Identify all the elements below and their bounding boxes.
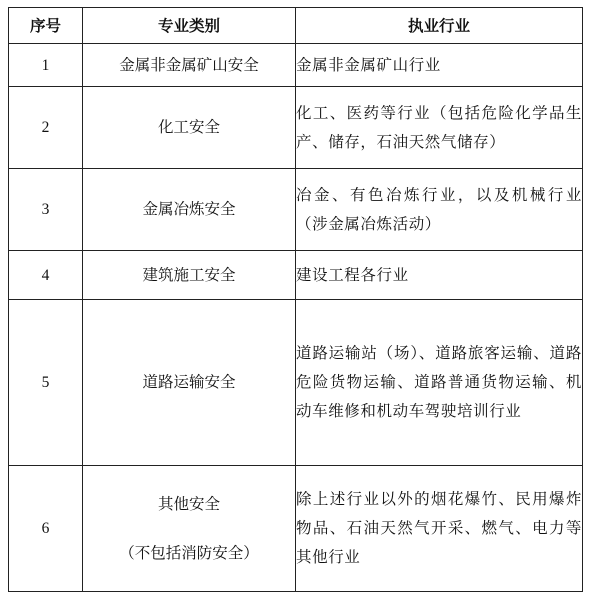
row-industry: 化工、医药等行业（包括危险化学品生产、储存，石油天然气储存） xyxy=(296,87,583,169)
safety-category-table xyxy=(8,7,583,592)
row-category: 道路运输安全 xyxy=(83,300,296,466)
header-serial-number: 序号 xyxy=(9,8,83,44)
row-category: 金属冶炼安全 xyxy=(83,169,296,251)
row-number: 4 xyxy=(9,251,83,300)
row-number: 3 xyxy=(9,169,83,251)
row-number: 6 xyxy=(9,466,83,592)
row-industry: 道路运输站（场）、道路旅客运输、道路危险货物运输、道路普通货物运输、机动车维修和机动车驾驶培训行业 xyxy=(296,300,583,466)
row-category: 其他安全 xyxy=(157,494,220,513)
row-category: 金属非金属矿山安全 xyxy=(83,44,296,87)
row-industry: 建设工程各行业 xyxy=(296,251,583,300)
row-number: 1 xyxy=(9,44,83,87)
row-category-note: （不包括消防安全） xyxy=(119,543,259,562)
row-industry: 冶金、有色冶炼行业，以及机械行业（涉金属冶炼活动） xyxy=(296,169,583,251)
row-category-cell xyxy=(83,466,296,592)
header-category: 专业类别 xyxy=(83,8,296,44)
table-row xyxy=(9,87,583,169)
table-header-row xyxy=(9,8,583,44)
row-category: 化工安全 xyxy=(83,87,296,169)
table-row xyxy=(9,44,583,87)
table-row xyxy=(9,466,583,592)
header-industry: 执业行业 xyxy=(296,8,583,44)
table-row xyxy=(9,251,583,300)
table-row xyxy=(9,169,583,251)
row-category: 建筑施工安全 xyxy=(83,251,296,300)
row-number: 5 xyxy=(9,300,83,466)
row-industry: 除上述行业以外的烟花爆竹、民用爆炸物品、石油天然气开采、燃气、电力等其他行业 xyxy=(296,466,583,592)
table-row xyxy=(9,300,583,466)
row-number: 2 xyxy=(9,87,83,169)
row-industry: 金属非金属矿山行业 xyxy=(296,44,583,87)
